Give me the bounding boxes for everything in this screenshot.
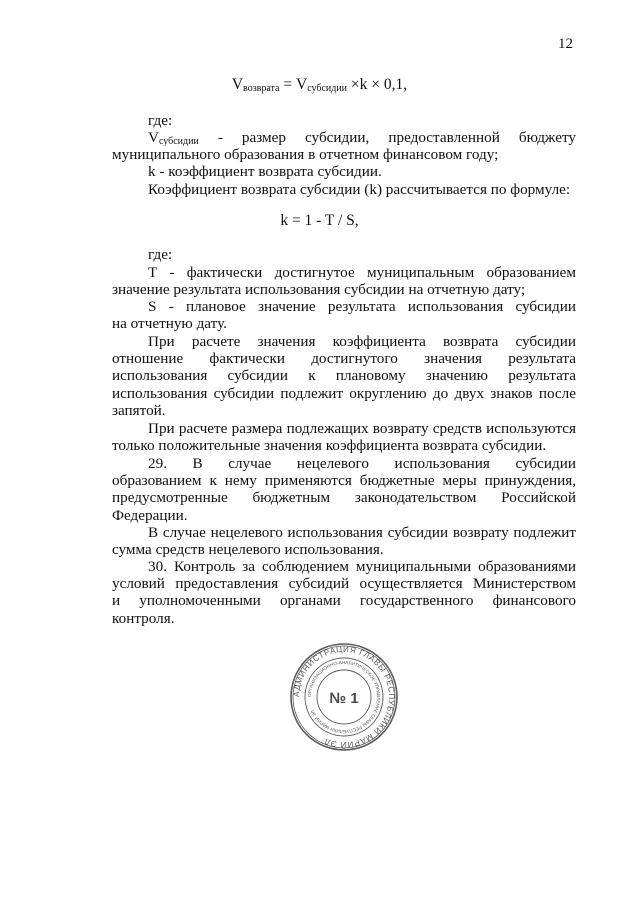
p30-line-1: 30. Контроль за соблюдением муниципальными образованиями [148, 558, 576, 575]
misuse-line-2: сумма средств нецелевого использования. [112, 541, 384, 559]
paragraph-T-definition [112, 264, 576, 298]
vsub-line-1 [112, 129, 576, 146]
p30-line-4: контроля. [112, 609, 175, 627]
round-line-1: При расчете значения коэффициента возврата субсидии [148, 333, 576, 350]
paragraph-misuse-return [112, 524, 576, 558]
kcalc-line: Коэффициент возврата субсидии (k) рассчитывается по формуле: [148, 181, 571, 198]
formula-sub-subsidy: субсидии [307, 83, 348, 94]
formula-sub-return: возврата [243, 83, 280, 94]
S-line-2: на отчетную дату. [112, 315, 227, 333]
misuse-line-1: В случае нецелевого использования субсидии возврату подлежит [148, 524, 576, 541]
vsub-v: V [148, 129, 159, 146]
round-line-4: использования субсидии подлежит округлению до двух знаков после [112, 384, 576, 402]
S-line-1: S - плановое значение результата использования субсидии [148, 298, 576, 315]
p30-line-2: условий предоставления субсидий осуществляется Министерством [112, 575, 576, 593]
seal-outer-text: АДМИНИСТРАЦИЯ ГЛАВЫ РЕСПУБЛИКИ МАРИЙ ЭЛ [291, 644, 397, 750]
paragraph-30 [112, 558, 576, 627]
seal-number: № 1 [329, 690, 359, 707]
formula-eq: = [279, 76, 296, 93]
formula-k: k = 1 - T / S, [280, 212, 359, 229]
where-label-2 [112, 246, 576, 263]
formula-v2: V [295, 76, 308, 93]
paragraph-positive-values [112, 420, 576, 454]
T-line-1: T - фактически достигнутое муниципальным образованием [148, 264, 576, 281]
round-line-5: запятой. [112, 401, 166, 419]
k-line: k - коэффициент возврата субсидии. [148, 163, 382, 180]
vsub-rest: - размер субсидии, предоставленной бюджету [198, 129, 576, 146]
official-seal-stamp [289, 642, 399, 752]
paragraph-vsub-definition [112, 129, 576, 163]
round-line-3: использования субсидии к плановому значению результата [112, 367, 576, 385]
formula-return-amount [0, 76, 639, 94]
p29-line-1: 29. В случае нецелевого использования субсидии [148, 455, 576, 472]
paragraph-rounding [112, 333, 576, 419]
p29-line-4: Федерации. [112, 506, 188, 524]
positive-line-2: только положительные значения коэффициента возврата субсидии. [112, 437, 547, 455]
paragraph-29 [112, 455, 576, 524]
where-text-2: где: [148, 246, 173, 263]
round-line-2: отношение фактически достигнутого значения результата [112, 350, 576, 368]
p29-line-2: образованием к нему применяются бюджетные меры принуждения, [112, 472, 576, 490]
positive-line-1: При расчете размера подлежащих возврату средств используются [148, 420, 576, 437]
where-text-1: где: [148, 112, 173, 129]
paragraph-k-calculation [112, 181, 576, 198]
page-number: 12 [558, 36, 573, 52]
p30-line-3: и уполномоченными органами государственного финансового [112, 592, 576, 610]
seal-inner-text: ОРГАНИЗАЦИОННО-АНАЛИТИЧЕСКОЕ УПРАВЛЕНИЕ ГЛАВЫ РЕСПУБЛИКИ МАРИЙ ЭЛ [306, 659, 382, 735]
p29-line-3: предусмотренные бюджетным законодательством Российской [112, 489, 576, 507]
where-label-1 [112, 112, 576, 129]
vsub-line-2: муниципального образования в отчетном финансовом году; [112, 146, 499, 164]
formula-v: V [231, 76, 244, 93]
T-line-2: значение результата использования субсидии на отчетную дату; [112, 281, 526, 299]
formula-rest: ×k × 0,1, [347, 76, 408, 93]
paragraph-S-definition [112, 298, 576, 332]
paragraph-k-definition [112, 163, 576, 180]
vsub-sub: субсидии [158, 136, 199, 147]
